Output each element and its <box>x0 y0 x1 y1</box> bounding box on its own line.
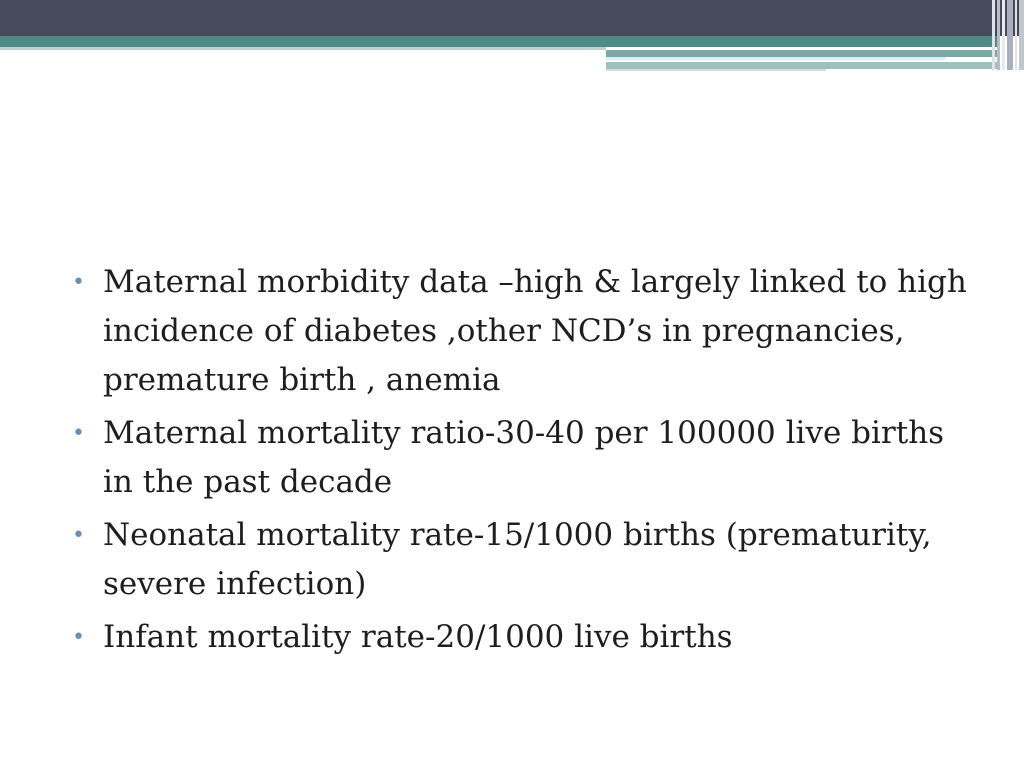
bullet-icon: • <box>72 625 85 650</box>
bullet-text: Infant mortality rate-20/1000 live births <box>103 619 733 655</box>
corner-bar <box>1019 0 1024 70</box>
corner-bar <box>1002 0 1005 70</box>
bullet-icon: • <box>72 421 85 446</box>
header-teal-stripe <box>0 36 1000 47</box>
bullet-icon: • <box>72 270 85 295</box>
header-light-stripe <box>0 47 606 50</box>
bullet-text: Neonatal mortality rate-15/1000 births (prematurity, severe infection) <box>103 517 932 602</box>
bullet-list <box>72 258 972 662</box>
bullet-text: Maternal mortality ratio-30-40 per 100000 live births in the past decade <box>103 415 945 500</box>
corner-bar <box>992 0 995 70</box>
bullet-item <box>72 613 972 662</box>
header-accent-line <box>606 62 1000 69</box>
header-accent-line <box>606 50 1000 57</box>
bullet-icon: • <box>72 523 85 548</box>
header-corner-bars <box>992 0 1024 70</box>
header-band <box>0 0 1024 36</box>
header-accent-line <box>606 57 946 60</box>
bullet-item <box>72 258 972 405</box>
header-accent-line <box>606 69 826 71</box>
slide-content <box>72 258 972 666</box>
bullet-text: Maternal morbidity data –high & largely linked to high incidence of diabetes ,other NCD’s in pregnancies, premature birth , anemia <box>103 264 967 398</box>
corner-bar <box>997 0 1001 70</box>
bullet-item <box>72 409 972 507</box>
corner-bar <box>1007 0 1013 70</box>
bullet-item <box>72 511 972 609</box>
corner-bar <box>1015 0 1018 70</box>
